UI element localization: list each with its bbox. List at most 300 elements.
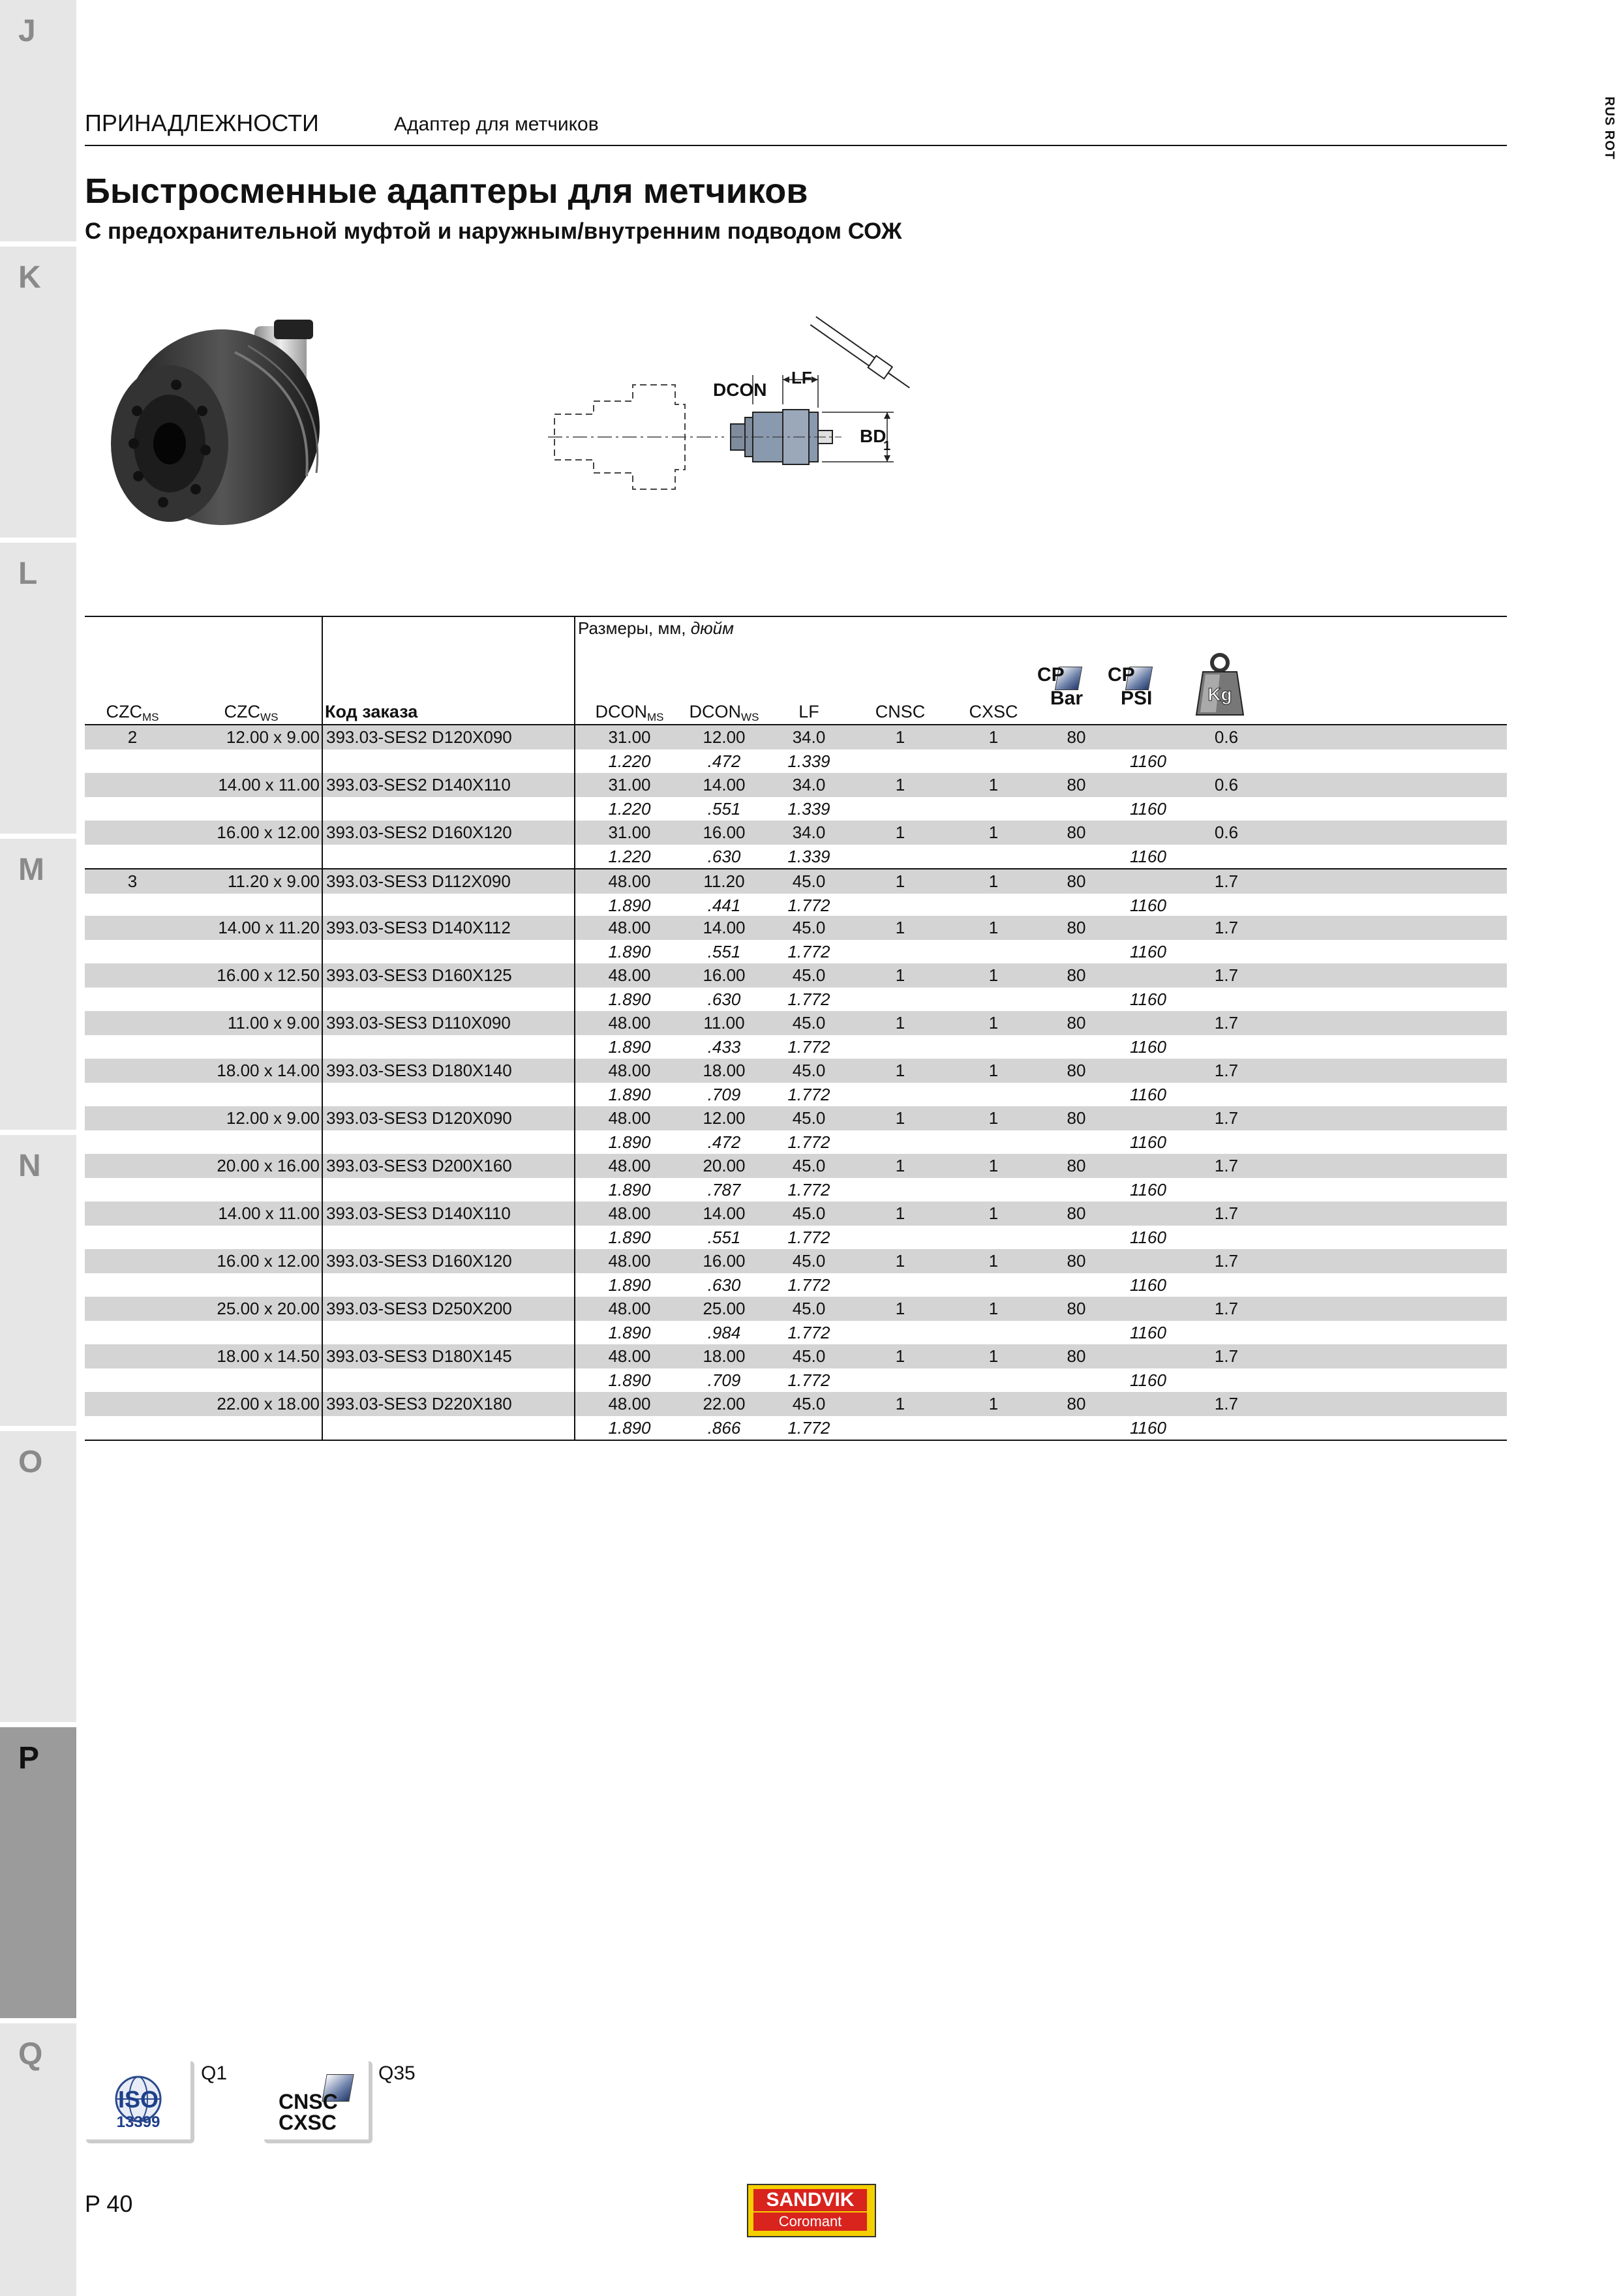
cell-cnsc: 1 bbox=[895, 1108, 905, 1128]
cell-cxsc: 1 bbox=[988, 727, 999, 747]
cell-dcon-ms-in: 1.220 bbox=[608, 799, 651, 819]
cell-dcon-ms-in: 1.890 bbox=[608, 1180, 651, 1200]
row-metric bbox=[85, 821, 1507, 845]
cell-code: 393.03-SES3 D220X180 bbox=[326, 1394, 512, 1413]
cell-dcon-ws: 11.00 bbox=[703, 1013, 745, 1033]
cell-lf-in: 1.772 bbox=[787, 1275, 830, 1295]
cell-lf-in: 1.772 bbox=[787, 896, 830, 915]
cell-dcon-ms: 48.00 bbox=[608, 1108, 651, 1128]
table-row bbox=[85, 1297, 1507, 1344]
iso-icon[interactable] bbox=[86, 2061, 194, 2143]
cnsc-cxsc-icon[interactable] bbox=[264, 2061, 372, 2143]
cell-code: 393.03-SES3 D120X090 bbox=[326, 1108, 512, 1128]
cell-czc-ws: 16.00 x 12.50 bbox=[217, 965, 320, 985]
cell-dcon-ms: 31.00 bbox=[608, 775, 651, 794]
cell-code: 393.03-SES3 D160X120 bbox=[326, 1251, 512, 1271]
dimensions-caption-inch: дюйм bbox=[690, 618, 734, 638]
row-metric bbox=[85, 963, 1507, 988]
cell-kg: 0.6 bbox=[1214, 823, 1239, 842]
cp-psi-icon bbox=[1105, 664, 1170, 716]
cell-dcon-ws-in: .472 bbox=[707, 1132, 741, 1152]
table-row bbox=[85, 1011, 1507, 1059]
header-rule bbox=[85, 724, 1507, 725]
cell-lf-in: 1.772 bbox=[787, 1228, 830, 1247]
cnsc-ref[interactable]: Q35 bbox=[378, 2062, 416, 2084]
cell-czc-ms: 3 bbox=[127, 871, 138, 891]
cell-dcon-ms: 31.00 bbox=[608, 727, 651, 747]
col-text: CZC bbox=[224, 702, 261, 721]
cell-dcon-ms-in: 1.890 bbox=[608, 896, 651, 915]
cell-cp-bar: 80 bbox=[1067, 775, 1086, 794]
col-czc-ws bbox=[209, 702, 294, 724]
cell-czc-ws: 18.00 x 14.50 bbox=[217, 1346, 320, 1366]
cell-code: 393.03-SES3 D250X200 bbox=[326, 1299, 512, 1318]
cell-dcon-ms-in: 1.220 bbox=[608, 751, 651, 771]
cell-dcon-ws: 16.00 bbox=[703, 1251, 746, 1271]
cell-cxsc: 1 bbox=[988, 1251, 999, 1271]
corner-label: RUS ROT bbox=[1602, 97, 1616, 160]
cp-bar-icon-bottom: Bar bbox=[1050, 687, 1084, 709]
col-sub: WS bbox=[741, 711, 759, 723]
row-inch bbox=[85, 1083, 1507, 1106]
cell-kg: 1.7 bbox=[1214, 965, 1239, 985]
cell-dcon-ws-in: .441 bbox=[707, 896, 741, 915]
cell-lf: 45.0 bbox=[792, 1108, 826, 1128]
cell-dcon-ws-in: .984 bbox=[707, 1323, 741, 1342]
cell-dcon-ms: 48.00 bbox=[608, 1013, 651, 1033]
cell-dcon-ms-in: 1.890 bbox=[608, 942, 651, 961]
cell-code: 393.03-SES2 D160X120 bbox=[326, 823, 512, 842]
cell-dcon-ms-in: 1.890 bbox=[608, 1132, 651, 1152]
cell-lf-in: 1.772 bbox=[787, 989, 830, 1009]
cell-lf: 45.0 bbox=[792, 1251, 826, 1271]
column-divider bbox=[322, 616, 323, 1440]
cell-czc-ws: 11.20 x 9.00 bbox=[227, 871, 320, 891]
table-row bbox=[85, 868, 1507, 917]
cell-lf-in: 1.772 bbox=[787, 1370, 830, 1390]
weight-icon-text: Kg bbox=[1207, 684, 1232, 704]
cell-lf-in: 1.339 bbox=[787, 847, 830, 866]
cell-czc-ws: 12.00 x 9.00 bbox=[226, 727, 320, 747]
cell-cxsc: 1 bbox=[988, 871, 999, 891]
cell-dcon-ws: 16.00 bbox=[703, 965, 746, 985]
cell-cnsc: 1 bbox=[895, 1203, 905, 1223]
cell-dcon-ws-in: .866 bbox=[707, 1418, 741, 1438]
dcon-label: DCON bbox=[713, 380, 767, 400]
cell-dcon-ms: 48.00 bbox=[608, 1061, 651, 1080]
logo-top: SANDVIK bbox=[753, 2189, 867, 2211]
cell-dcon-ms-in: 1.890 bbox=[608, 1418, 651, 1438]
cell-czc-ws: 11.00 x 9.00 bbox=[227, 1013, 320, 1033]
cell-cnsc: 1 bbox=[895, 823, 905, 842]
tab-label: O bbox=[18, 1445, 43, 1479]
col-czc-ms bbox=[97, 702, 168, 724]
cell-kg: 0.6 bbox=[1214, 727, 1239, 747]
cell-czc-ws: 12.00 x 9.00 bbox=[226, 1108, 320, 1128]
cell-cp-psi: 1160 bbox=[1130, 1228, 1166, 1247]
tab-label: K bbox=[18, 260, 41, 295]
cell-lf-in: 1.772 bbox=[787, 1037, 830, 1057]
cell-code: 393.03-SES2 D140X110 bbox=[326, 775, 511, 794]
cell-lf: 45.0 bbox=[792, 965, 826, 985]
col-text: DCON bbox=[689, 702, 742, 721]
cell-kg: 1.7 bbox=[1214, 1346, 1239, 1366]
header-subcategory: Адаптер для метчиков bbox=[394, 113, 599, 135]
cell-dcon-ms: 48.00 bbox=[608, 1203, 651, 1223]
row-inch bbox=[85, 1130, 1507, 1154]
cell-kg: 1.7 bbox=[1214, 1394, 1239, 1413]
tab-m[interactable] bbox=[0, 839, 76, 1130]
cell-cp-bar: 80 bbox=[1067, 1013, 1086, 1033]
cell-czc-ms: 2 bbox=[127, 727, 138, 747]
cell-cxsc: 1 bbox=[988, 1156, 999, 1175]
cell-cnsc: 1 bbox=[895, 1394, 905, 1413]
cell-lf: 45.0 bbox=[792, 1061, 826, 1080]
row-metric bbox=[85, 1154, 1507, 1178]
cell-kg: 1.7 bbox=[1214, 1156, 1239, 1175]
cell-cp-bar: 80 bbox=[1067, 1203, 1086, 1223]
cnsc-icon-bottom: CXSC bbox=[279, 2111, 337, 2134]
cell-cp-psi: 1160 bbox=[1130, 751, 1166, 771]
tab-n[interactable] bbox=[0, 1135, 76, 1426]
cell-cp-psi: 1160 bbox=[1130, 1323, 1166, 1342]
row-inch bbox=[85, 988, 1507, 1011]
col-cnsc: CNSC bbox=[875, 702, 926, 721]
cell-cp-bar: 80 bbox=[1067, 823, 1086, 842]
cell-dcon-ws-in: .433 bbox=[707, 1037, 741, 1057]
cell-cp-bar: 80 bbox=[1067, 871, 1086, 891]
cell-dcon-ms-in: 1.890 bbox=[608, 1037, 651, 1057]
cell-cp-psi: 1160 bbox=[1130, 1037, 1166, 1057]
weight-icon bbox=[1194, 652, 1246, 718]
cell-cp-bar: 80 bbox=[1067, 918, 1086, 937]
cp-psi-icon-bottom: PSI bbox=[1121, 687, 1153, 709]
cell-czc-ws: 25.00 x 20.00 bbox=[217, 1299, 320, 1318]
cell-cxsc: 1 bbox=[988, 775, 999, 794]
cell-cnsc: 1 bbox=[895, 918, 905, 937]
cell-dcon-ws: 18.00 bbox=[703, 1061, 746, 1080]
cell-dcon-ws: 25.00 bbox=[703, 1299, 746, 1318]
cell-cxsc: 1 bbox=[988, 1203, 999, 1223]
cell-czc-ws: 16.00 x 12.00 bbox=[217, 1251, 320, 1271]
cell-dcon-ws: 18.00 bbox=[703, 1346, 746, 1366]
cell-dcon-ws-in: .709 bbox=[707, 1370, 741, 1390]
header-category: ПРИНАДЛЕЖНОСТИ bbox=[85, 110, 319, 136]
cell-cp-bar: 80 bbox=[1067, 1251, 1086, 1271]
cell-cxsc: 1 bbox=[988, 1394, 999, 1413]
cell-lf-in: 1.772 bbox=[787, 1180, 830, 1200]
section-tabs bbox=[0, 0, 76, 2296]
table-bottom-rule bbox=[85, 1440, 1507, 1441]
cell-lf: 45.0 bbox=[792, 1156, 826, 1175]
cell-cp-psi: 1160 bbox=[1130, 942, 1166, 961]
row-metric bbox=[85, 1344, 1507, 1368]
cell-cxsc: 1 bbox=[988, 1061, 999, 1080]
cell-cp-psi: 1160 bbox=[1130, 989, 1166, 1009]
cell-cp-psi: 1160 bbox=[1130, 1370, 1166, 1390]
page-title: Быстросменные адаптеры для метчиков bbox=[85, 172, 808, 211]
row-inch bbox=[85, 894, 1507, 917]
cell-cp-bar: 80 bbox=[1067, 1061, 1086, 1080]
cell-dcon-ws: 12.00 bbox=[703, 727, 746, 747]
tab-k[interactable] bbox=[0, 247, 76, 537]
cell-dcon-ws-in: .630 bbox=[707, 1275, 741, 1295]
cell-cp-psi: 1160 bbox=[1130, 1418, 1166, 1438]
cell-lf-in: 1.772 bbox=[787, 1418, 830, 1438]
cell-cnsc: 1 bbox=[895, 1346, 905, 1366]
cell-cp-bar: 80 bbox=[1067, 1394, 1086, 1413]
cell-cp-psi: 1160 bbox=[1130, 799, 1166, 819]
cell-dcon-ms-in: 1.890 bbox=[608, 989, 651, 1009]
cell-code: 393.03-SES3 D180X145 bbox=[326, 1346, 512, 1366]
cell-dcon-ws-in: .787 bbox=[707, 1180, 741, 1200]
row-inch bbox=[85, 1368, 1507, 1392]
dimensions-caption-text: Размеры, мм, bbox=[578, 618, 686, 638]
row-metric bbox=[85, 1011, 1507, 1035]
cell-lf: 34.0 bbox=[792, 775, 826, 794]
cell-dcon-ms-in: 1.890 bbox=[608, 1275, 651, 1295]
cell-czc-ws: 16.00 x 12.00 bbox=[217, 823, 320, 842]
cell-cp-bar: 80 bbox=[1067, 1108, 1086, 1128]
dimensions-caption bbox=[578, 618, 734, 639]
iso-icon-bottom: 13399 bbox=[116, 2113, 160, 2131]
tab-label: Q bbox=[18, 2037, 43, 2072]
cell-dcon-ws-in: .551 bbox=[707, 799, 741, 819]
col-text: CZC bbox=[106, 702, 142, 721]
cell-lf: 45.0 bbox=[792, 1299, 826, 1318]
cell-czc-ws: 22.00 x 18.00 bbox=[217, 1394, 320, 1413]
cell-cp-psi: 1160 bbox=[1130, 1085, 1166, 1104]
cell-cnsc: 1 bbox=[895, 1251, 905, 1271]
tab-label: P bbox=[18, 1741, 40, 1775]
cell-kg: 1.7 bbox=[1214, 1299, 1239, 1318]
row-inch bbox=[85, 1226, 1507, 1249]
row-inch bbox=[85, 1416, 1507, 1440]
col-cxsc: CXSC bbox=[969, 702, 1018, 721]
cell-dcon-ms-in: 1.890 bbox=[608, 1323, 651, 1342]
cell-code: 393.03-SES3 D140X112 bbox=[326, 918, 511, 937]
cell-czc-ws: 20.00 x 16.00 bbox=[217, 1156, 320, 1175]
row-inch bbox=[85, 749, 1507, 773]
table-row bbox=[85, 916, 1507, 963]
row-inch bbox=[85, 1178, 1507, 1201]
row-metric bbox=[85, 1249, 1507, 1273]
cell-czc-ws: 14.00 x 11.20 bbox=[218, 918, 320, 937]
table-row bbox=[85, 821, 1507, 868]
tab-label: M bbox=[18, 853, 44, 887]
row-metric bbox=[85, 1297, 1507, 1321]
row-inch bbox=[85, 940, 1507, 963]
cell-cp-psi: 1160 bbox=[1130, 1180, 1166, 1200]
cell-kg: 1.7 bbox=[1214, 871, 1239, 891]
cell-cnsc: 1 bbox=[895, 1013, 905, 1033]
cell-lf: 45.0 bbox=[792, 1394, 826, 1413]
cell-cxsc: 1 bbox=[988, 1299, 999, 1318]
cp-bar-icon-top: CP bbox=[1037, 664, 1065, 686]
tab-label: J bbox=[18, 14, 36, 48]
cell-cp-bar: 80 bbox=[1067, 965, 1086, 985]
cell-dcon-ws: 11.20 bbox=[703, 871, 745, 891]
cell-dcon-ws-in: .709 bbox=[707, 1085, 741, 1104]
iso-ref[interactable]: Q1 bbox=[201, 2062, 228, 2084]
tab-l[interactable] bbox=[0, 543, 76, 834]
cell-cp-bar: 80 bbox=[1067, 727, 1086, 747]
cell-dcon-ws: 16.00 bbox=[703, 823, 746, 842]
cell-lf: 45.0 bbox=[792, 1203, 826, 1223]
table-row bbox=[85, 1059, 1507, 1106]
cell-dcon-ms-in: 1.890 bbox=[608, 1085, 651, 1104]
row-inch bbox=[85, 845, 1507, 868]
cell-dcon-ms: 48.00 bbox=[608, 1346, 651, 1366]
cell-lf-in: 1.772 bbox=[787, 1085, 830, 1104]
col-dcon-ms bbox=[581, 702, 678, 724]
cell-cxsc: 1 bbox=[988, 1013, 999, 1033]
col-sub: WS bbox=[260, 711, 279, 723]
table-row bbox=[85, 1106, 1507, 1154]
cell-czc-ws: 14.00 x 11.00 bbox=[218, 775, 320, 794]
cell-lf-in: 1.772 bbox=[787, 942, 830, 961]
row-inch bbox=[85, 1321, 1507, 1344]
cell-dcon-ms: 48.00 bbox=[608, 1156, 651, 1175]
cell-dcon-ws: 20.00 bbox=[703, 1156, 746, 1175]
cell-cnsc: 1 bbox=[895, 775, 905, 794]
cell-code: 393.03-SES3 D110X090 bbox=[326, 1013, 511, 1033]
col-sub: MS bbox=[647, 711, 664, 723]
cell-dcon-ws: 12.00 bbox=[703, 1108, 746, 1128]
cell-cxsc: 1 bbox=[988, 1108, 999, 1128]
row-metric bbox=[85, 773, 1507, 797]
table-row bbox=[85, 1249, 1507, 1297]
cell-lf: 45.0 bbox=[792, 1013, 826, 1033]
cell-code: 393.03-SES3 D112X090 bbox=[326, 871, 511, 891]
column-divider bbox=[574, 616, 575, 1440]
cell-dcon-ms: 48.00 bbox=[608, 918, 651, 937]
cell-dcon-ms-in: 1.220 bbox=[608, 847, 651, 866]
cell-dcon-ws: 14.00 bbox=[703, 1203, 746, 1223]
table-row bbox=[85, 1201, 1507, 1249]
cell-cp-psi: 1160 bbox=[1130, 847, 1166, 866]
bd-label: BD bbox=[860, 426, 887, 446]
cell-code: 393.03-SES3 D180X140 bbox=[326, 1061, 512, 1080]
cell-cnsc: 1 bbox=[895, 1061, 905, 1080]
cell-dcon-ms: 48.00 bbox=[608, 965, 651, 985]
cell-lf: 45.0 bbox=[792, 871, 826, 891]
cell-dcon-ms-in: 1.890 bbox=[608, 1370, 651, 1390]
tab-j[interactable] bbox=[0, 0, 76, 241]
tab-label: L bbox=[18, 556, 38, 591]
cell-kg: 1.7 bbox=[1214, 1013, 1239, 1033]
col-dcon-ws bbox=[675, 702, 773, 724]
row-inch bbox=[85, 1035, 1507, 1059]
cell-dcon-ms: 48.00 bbox=[608, 1394, 651, 1413]
cell-kg: 1.7 bbox=[1214, 1061, 1239, 1080]
cell-kg: 1.7 bbox=[1214, 918, 1239, 937]
row-metric bbox=[85, 1201, 1507, 1226]
logo-bottom: Coromant bbox=[753, 2213, 867, 2231]
cell-lf: 34.0 bbox=[792, 727, 826, 747]
row-inch bbox=[85, 797, 1507, 821]
cell-cnsc: 1 bbox=[895, 871, 905, 891]
row-metric bbox=[85, 1059, 1507, 1083]
row-metric bbox=[85, 1392, 1507, 1416]
cell-lf-in: 1.339 bbox=[787, 751, 830, 771]
cell-lf: 45.0 bbox=[792, 918, 826, 937]
cell-dcon-ms: 48.00 bbox=[608, 871, 651, 891]
cell-dcon-ms: 31.00 bbox=[608, 823, 651, 842]
row-metric bbox=[85, 725, 1507, 749]
cell-cp-psi: 1160 bbox=[1130, 1132, 1166, 1152]
cell-czc-ws: 14.00 x 11.00 bbox=[218, 1203, 320, 1223]
iso-icon-top: ISO bbox=[117, 2086, 159, 2113]
cell-dcon-ws-in: .630 bbox=[707, 847, 741, 866]
cell-kg: 1.7 bbox=[1214, 1203, 1239, 1223]
table-top-rule bbox=[85, 616, 1507, 617]
cell-cp-psi: 1160 bbox=[1130, 896, 1166, 915]
page-number: P 40 bbox=[85, 2190, 133, 2217]
bd-subscript: 1 bbox=[883, 439, 891, 453]
cell-dcon-ws-in: .630 bbox=[707, 989, 741, 1009]
cell-dcon-ws: 22.00 bbox=[703, 1394, 746, 1413]
table-row bbox=[85, 773, 1507, 821]
cell-kg: 1.7 bbox=[1214, 1108, 1239, 1128]
cell-dcon-ws-in: .551 bbox=[707, 942, 741, 961]
cell-cp-bar: 80 bbox=[1067, 1156, 1086, 1175]
cell-lf-in: 1.772 bbox=[787, 1323, 830, 1342]
cnsc-icon-top: CNSC bbox=[279, 2090, 338, 2113]
cell-cp-psi: 1160 bbox=[1130, 1275, 1166, 1295]
row-inch bbox=[85, 1273, 1507, 1297]
cell-dcon-ms-in: 1.890 bbox=[608, 1228, 651, 1247]
table-row bbox=[85, 1154, 1507, 1201]
cell-code: 393.03-SES3 D140X110 bbox=[326, 1203, 511, 1223]
lf-label: LF bbox=[791, 368, 812, 387]
cell-cnsc: 1 bbox=[895, 965, 905, 985]
cell-cnsc: 1 bbox=[895, 1299, 905, 1318]
cell-cnsc: 1 bbox=[895, 1156, 905, 1175]
cell-cnsc: 1 bbox=[895, 727, 905, 747]
cell-cxsc: 1 bbox=[988, 965, 999, 985]
cell-lf-in: 1.339 bbox=[787, 799, 830, 819]
cell-kg: 0.6 bbox=[1214, 775, 1239, 794]
cp-bar-icon bbox=[1035, 664, 1100, 716]
table-row bbox=[85, 1344, 1507, 1392]
header-divider bbox=[85, 145, 1507, 146]
dimension-drawing bbox=[535, 313, 913, 509]
cell-lf: 34.0 bbox=[792, 823, 826, 842]
tab-o[interactable] bbox=[0, 1431, 76, 1722]
cell-czc-ws: 18.00 x 14.00 bbox=[217, 1061, 320, 1080]
cell-lf-in: 1.772 bbox=[787, 1132, 830, 1152]
col-lf: LF bbox=[798, 702, 819, 721]
cell-kg: 1.7 bbox=[1214, 1251, 1239, 1271]
cell-dcon-ws-in: .551 bbox=[707, 1228, 741, 1247]
tap-adapter-photo bbox=[98, 313, 359, 548]
page-subtitle: С предохранительной муфтой и наружным/внутренним подводом СОЖ bbox=[85, 219, 902, 244]
row-metric bbox=[85, 869, 1507, 894]
cell-dcon-ws: 14.00 bbox=[703, 918, 746, 937]
table-row bbox=[85, 963, 1507, 1011]
col-text: DCON bbox=[595, 702, 647, 721]
cell-lf: 45.0 bbox=[792, 1346, 826, 1366]
cell-cxsc: 1 bbox=[988, 918, 999, 937]
cell-dcon-ms: 48.00 bbox=[608, 1299, 651, 1318]
tab-q[interactable] bbox=[0, 2023, 76, 2296]
cell-dcon-ms: 48.00 bbox=[608, 1251, 651, 1271]
tab-p[interactable] bbox=[0, 1727, 76, 2018]
table-row bbox=[85, 725, 1507, 773]
col-order-code: Код заказа bbox=[325, 702, 418, 721]
cell-dcon-ws: 14.00 bbox=[703, 775, 746, 794]
